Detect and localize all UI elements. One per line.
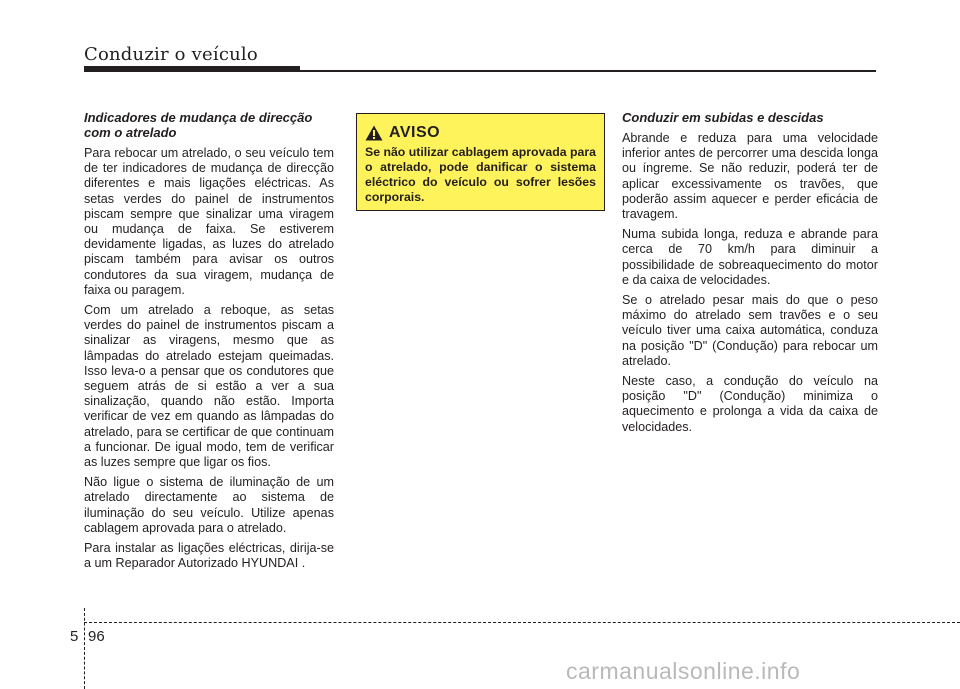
- header-rule-thin: [300, 70, 876, 72]
- chapter-number: 5: [70, 628, 79, 645]
- paragraph: Com um atrelado a reboque, as setas verdes do painel de instrumentos piscam a sinalizar as viragens, mesmo que as lâmpadas do atrelado estejam queimadas. Isso leva-o a pensar que os condutores que seguem atrás de si estão a ver a sua sinalização, quando não estão. Importa verificar de vez em quando as lâmpadas do atrelado, para se certificar de que continuam a funcionar. De igual modo, tem de verificar as luzes sempre que ligar os fios.: [84, 303, 334, 470]
- warning-title: AVISO: [389, 124, 441, 141]
- paragraph: Para rebocar um atrelado, o seu veículo tem de ter indicadores de mudança de direcção diferentes e mais ligações eléctricas. As setas verdes do painel de instrumentos piscam sempre que sinalizar uma viragem ou mudança de faixa. Se estiverem devidamente ligadas, as luzes do atrelado piscam também para avisar os outros condutores da sua viragem, mudança de faixa ou paragem.: [84, 146, 334, 297]
- paragraph: Abrande e reduza para uma velocidade inferior antes de percorrer uma descida longa ou íngreme. Se não reduzir, poderá ter de aplicar excessivamente os travões, que poderão assim aquecer e perder eficácia de travagem.: [622, 131, 878, 222]
- page-title: Conduzir o veículo: [84, 44, 258, 65]
- warning-box: [356, 113, 605, 211]
- section-heading-turn-signals: Indicadores de mudança de direcção com o atrelado: [84, 110, 313, 140]
- page-number: 96: [88, 628, 105, 645]
- paragraph: Neste caso, a condução do veículo na posição "D" (Condução) minimiza o aquecimento e prolonga a vida da caixa de velocidades.: [622, 374, 878, 434]
- paragraph: Se o atrelado pesar mais do que o peso máximo do atrelado sem travões e o seu veículo tiver uma caixa automática, conduza na posição "D" (Condução) para rebocar um atrelado.: [622, 293, 878, 368]
- paragraph: Numa subida longa, reduza e abrande para cerca de 70 km/h para diminuir a possibilidade de sobreaquecimento do motor e da caixa de velocidades.: [622, 227, 878, 287]
- header-rule-thick: [84, 66, 300, 72]
- warning-triangle-icon: [365, 125, 383, 141]
- right-column: [622, 110, 878, 440]
- watermark: carmanualsonline.info: [566, 658, 801, 684]
- left-column: [84, 110, 334, 576]
- section-heading-hills: Conduzir em subidas e descidas: [622, 110, 824, 125]
- warning-header: [365, 124, 596, 142]
- footer-rule: [84, 622, 960, 623]
- paragraph: Não ligue o sistema de iluminação de um atrelado directamente ao sistema de iluminação do seu veículo. Utilize apenas cablagem aprovada para o atrelado.: [84, 475, 334, 535]
- paragraph: Para instalar as ligações eléctricas, dirija-se a um Reparador Autorizado HYUNDAI .: [84, 541, 334, 571]
- footer-divider: [84, 608, 85, 689]
- warning-text: Se não utilizar cablagem aprovada para o atrelado, pode danificar o sistema eléctrico do veículo ou sofrer lesões corporais.: [365, 145, 596, 204]
